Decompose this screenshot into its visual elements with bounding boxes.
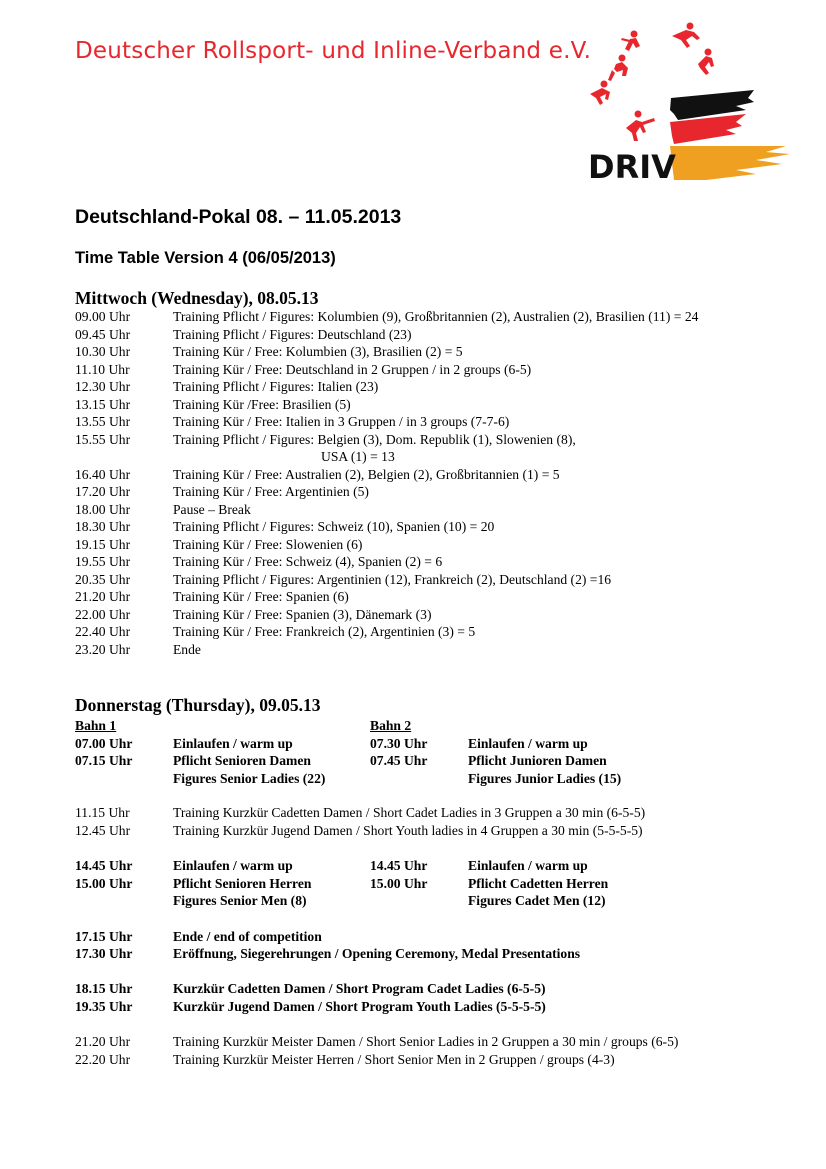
- lane-2-header: Bahn 2: [370, 718, 412, 733]
- row-time: 19.55 Uhr: [75, 554, 131, 569]
- lane2-desc: Einlaufen / warm up: [468, 735, 588, 751]
- lane1-desc: Figures Senior Men (8): [173, 893, 307, 908]
- thursday-heading: Donnerstag (Thursday), 09.05.13: [75, 695, 321, 715]
- row-time: 21.20 Uhr: [75, 1034, 131, 1049]
- lane-row: [75, 770, 795, 787]
- row-desc: Training Kür / Free: Italien in 3 Gruppen / in 3 groups (7-7-6): [173, 414, 510, 429]
- lane2-time: 14.45 Uhr: [370, 858, 428, 873]
- row-desc: Training Pflicht / Figures: Deutschland (23): [173, 326, 412, 342]
- row-desc: Training Kür / Free: Slowenien (6): [173, 536, 363, 552]
- lane1-desc: Figures Senior Ladies (22): [173, 770, 326, 786]
- row-time: 12.45 Uhr: [75, 822, 131, 838]
- row-desc: Training Kür / Free: Frankreich (2), Argentinien (3) = 5: [173, 624, 476, 639]
- row-time: 18.15 Uhr: [75, 981, 133, 996]
- row-time: 21.20 Uhr: [75, 589, 131, 604]
- row-time: 18.30 Uhr: [75, 519, 131, 534]
- lane2-time: 07.30 Uhr: [370, 735, 428, 751]
- row-desc: Eröffnung, Siegerehrungen / Opening Ceremony, Medal Presentations: [173, 946, 581, 961]
- row-time: 16.40 Uhr: [75, 466, 131, 482]
- timetable-version: Time Table Version 4 (06/05/2013): [75, 249, 336, 267]
- lane1-time: 14.45 Uhr: [75, 858, 133, 873]
- row-time: 12.30 Uhr: [75, 379, 131, 394]
- row-desc: Training Pflicht / Figures: Schweiz (10), Spanien (10) = 20: [173, 519, 495, 534]
- row-time: 13.15 Uhr: [75, 396, 131, 412]
- lane2-desc: Figures Junior Ladies (15): [468, 770, 622, 786]
- row-time: 22.40 Uhr: [75, 624, 131, 639]
- organization-name: Deutscher Rollsport- und Inline-Verband e.V.: [75, 38, 592, 64]
- lane2-desc: Figures Cadet Men (12): [468, 893, 606, 908]
- lane2-time: 15.00 Uhr: [370, 875, 428, 891]
- row-time: 23.20 Uhr: [75, 641, 131, 657]
- row-time: 15.55 Uhr: [75, 431, 131, 447]
- row-desc: Training Kurzkür Meister Herren / Short Senior Men in 2 Gruppen / groups (4-3): [173, 1051, 615, 1067]
- row-desc: Training Kür / Free: Australien (2), Belgien (2), Großbritannien (1) = 5: [173, 466, 560, 482]
- row-desc: Training Kür / Free: Deutschland in 2 Gruppen / in 2 groups (6-5): [173, 361, 532, 377]
- row-time: 17.15 Uhr: [75, 928, 133, 944]
- lane-row: [75, 735, 795, 752]
- row-time: 09.00 Uhr: [75, 309, 131, 324]
- lane1-desc: Einlaufen / warm up: [173, 858, 293, 873]
- row-continuation: USA (1) = 13: [321, 449, 395, 464]
- row-time: 22.00 Uhr: [75, 606, 131, 622]
- row-desc: Pause – Break: [173, 501, 251, 517]
- lane-row: [75, 875, 795, 892]
- lane2-time: 07.45 Uhr: [370, 753, 428, 768]
- row-desc: Training Kür / Free: Schweiz (4), Spanien (2) = 6: [173, 554, 443, 569]
- lane-1-header: Bahn 1: [75, 718, 117, 733]
- row-time: 19.15 Uhr: [75, 536, 131, 552]
- lane2-desc: Pflicht Cadetten Herren: [468, 875, 609, 891]
- row-desc: Training Kurzkür Cadetten Damen / Short Cadet Ladies in 3 Gruppen a 30 min (6-5-5): [173, 805, 646, 820]
- row-time: 20.35 Uhr: [75, 571, 131, 587]
- row-desc: Kurzkür Jugend Damen / Short Program Youth Ladies (5-5-5-5): [173, 998, 546, 1014]
- event-title: Deutschland-Pokal 08. – 11.05.2013: [75, 206, 402, 228]
- row-time: 13.55 Uhr: [75, 414, 131, 429]
- lane-row: [75, 752, 795, 769]
- row-desc: Training Kür / Free: Kolumbien (3), Brasilien (2) = 5: [173, 344, 463, 359]
- row-desc: Training Pflicht / Figures: Italien (23): [173, 379, 379, 394]
- row-desc: Training Pflicht / Figures: Argentinien (12), Frankreich (2), Deutschland (2) =16: [173, 571, 612, 587]
- row-desc: Ende / end of competition: [173, 928, 322, 944]
- lane1-desc: Pflicht Senioren Damen: [173, 753, 311, 768]
- row-time: 11.15 Uhr: [75, 805, 130, 820]
- row-desc: Training Pflicht / Figures: Kolumbien (9), Großbritannien (2), Australien (2), Brasilien (11) = 24: [173, 309, 699, 324]
- row-time: 17.30 Uhr: [75, 946, 133, 961]
- row-time: 22.20 Uhr: [75, 1051, 131, 1067]
- row-desc: Training Kurzkür Meister Damen / Short Senior Ladies in 2 Gruppen a 30 min / groups (6-5): [173, 1034, 679, 1049]
- lane1-time: 07.15 Uhr: [75, 753, 133, 768]
- lane1-time: 07.00 Uhr: [75, 735, 133, 751]
- row-desc: Kurzkür Cadetten Damen / Short Program Cadet Ladies (6-5-5): [173, 981, 546, 996]
- lane-row: [75, 892, 795, 909]
- row-time: 17.20 Uhr: [75, 484, 131, 499]
- row-time: 11.10 Uhr: [75, 361, 130, 377]
- lane1-desc: Einlaufen / warm up: [173, 735, 293, 751]
- row-time: 19.35 Uhr: [75, 998, 133, 1014]
- wednesday-heading: Mittwoch (Wednesday), 08.05.13: [75, 288, 319, 308]
- row-time: 18.00 Uhr: [75, 501, 131, 517]
- row-desc: Training Kür / Free: Spanien (6): [173, 589, 349, 604]
- row-time: 10.30 Uhr: [75, 344, 131, 359]
- lane1-time: 15.00 Uhr: [75, 875, 133, 891]
- lane-headers: [75, 717, 795, 734]
- row-time: 09.45 Uhr: [75, 326, 131, 342]
- row-desc: Training Kür /Free: Brasilien (5): [173, 396, 351, 412]
- row-desc: Training Kür / Free: Argentinien (5): [173, 484, 369, 499]
- lane-row: [75, 857, 795, 874]
- row-desc: Training Kurzkür Jugend Damen / Short Youth ladies in 4 Gruppen a 30 min (5-5-5-5): [173, 822, 643, 838]
- logo-text: DRIV: [588, 148, 676, 183]
- lane2-desc: Einlaufen / warm up: [468, 858, 588, 873]
- row-desc: Ende: [173, 641, 201, 657]
- driv-logo: [586, 18, 796, 183]
- row-desc: Training Pflicht / Figures: Belgien (3), Dom. Republik (1), Slowenien (8),: [173, 431, 576, 447]
- lane2-desc: Pflicht Junioren Damen: [468, 753, 607, 768]
- lane1-desc: Pflicht Senioren Herren: [173, 875, 312, 891]
- row-desc: Training Kür / Free: Spanien (3), Dänemark (3): [173, 606, 432, 622]
